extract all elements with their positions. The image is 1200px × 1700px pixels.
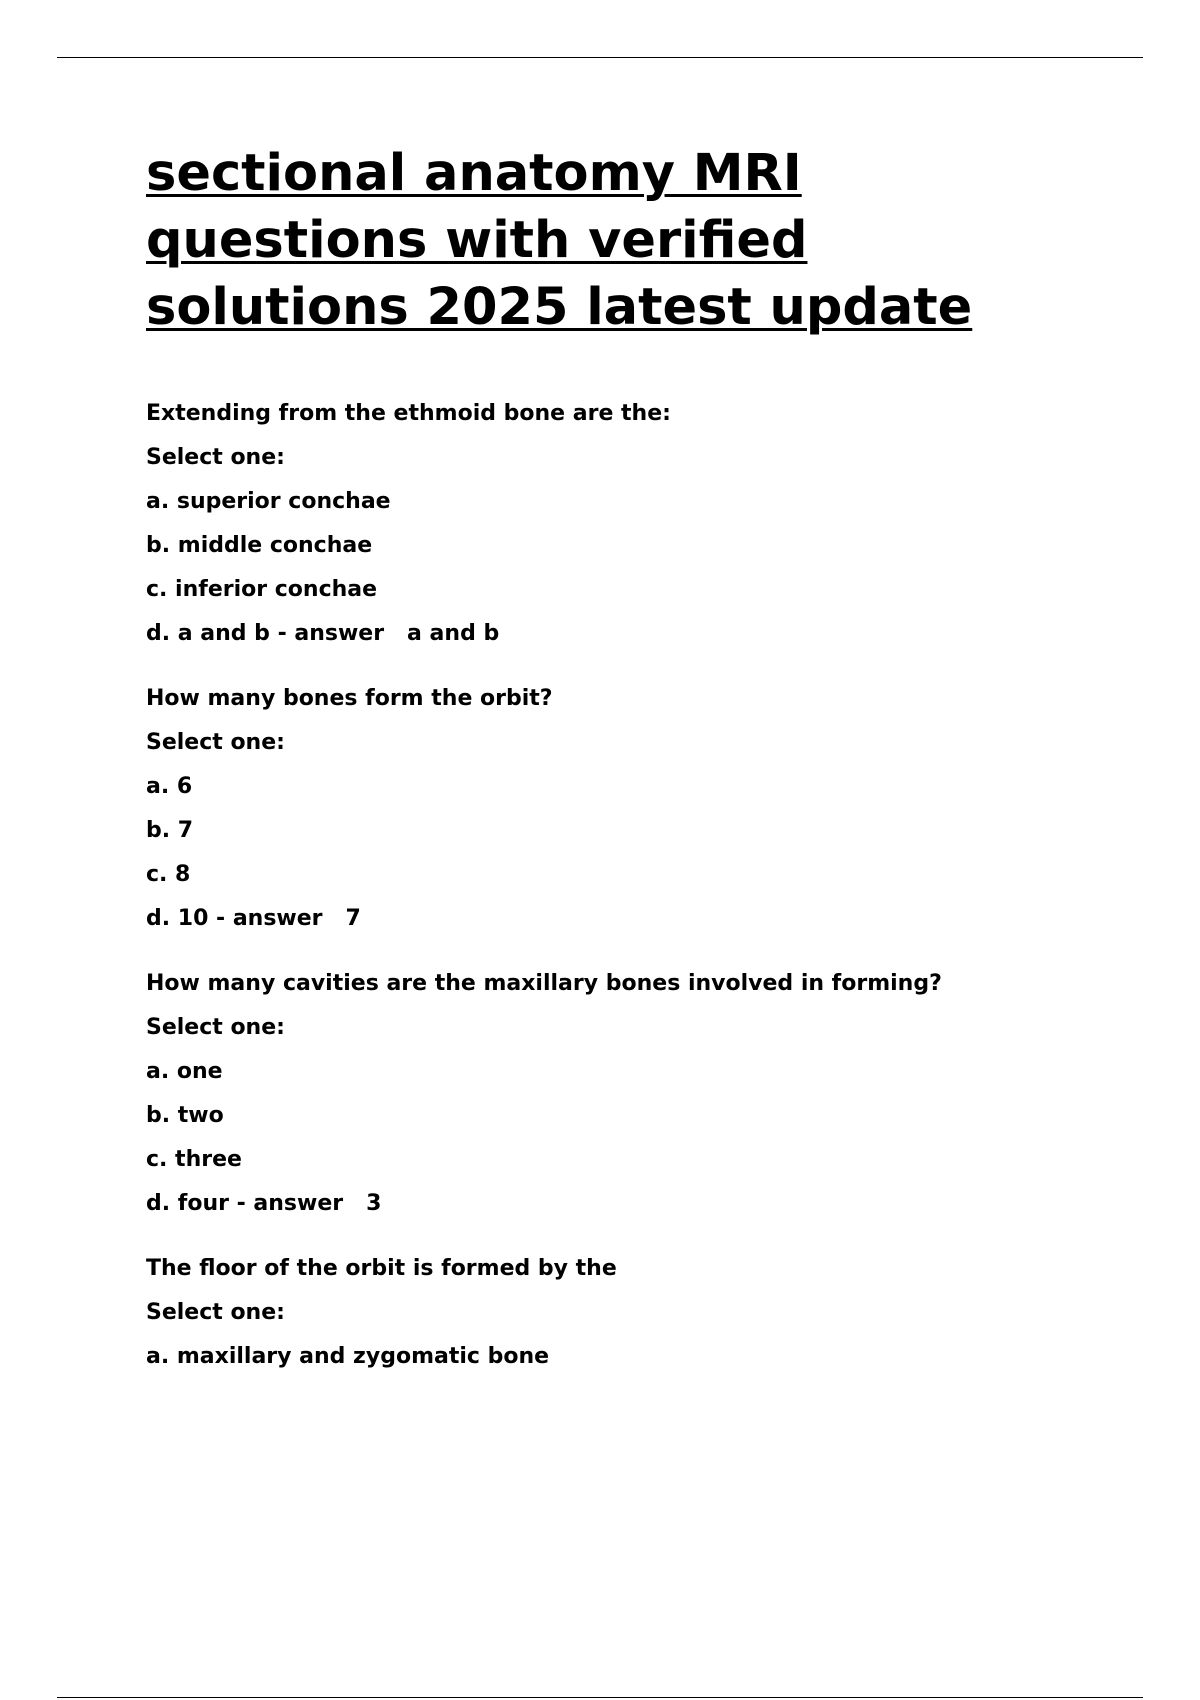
question-block (146, 973, 1106, 1215)
answer-option: a. superior conchae (146, 489, 391, 514)
answer-option: b. two (146, 1103, 224, 1128)
question-prompt: Extending from the ethmoid bone are the: (146, 401, 671, 426)
answer-option: c. three (146, 1147, 242, 1172)
answer-option: d. a and b - answer a and b (146, 621, 500, 646)
answer-option: c. 8 (146, 862, 191, 887)
document-title (146, 140, 1106, 341)
select-instruction: Select one: (146, 1015, 285, 1040)
answer-option: a. 6 (146, 774, 193, 799)
question-prompt: How many bones form the orbit? (146, 686, 553, 711)
top-divider (57, 57, 1143, 58)
title-line: questions with verified (146, 211, 808, 270)
select-instruction: Select one: (146, 445, 285, 470)
bottom-divider (57, 1697, 1143, 1698)
question-prompt: The floor of the orbit is formed by the (146, 1256, 617, 1281)
question-list (146, 403, 1106, 1368)
select-instruction: Select one: (146, 1300, 285, 1325)
question-block (146, 1258, 1106, 1368)
document-body (146, 140, 1106, 1411)
answer-option: b. 7 (146, 818, 194, 843)
title-line: solutions 2025 latest update (146, 278, 973, 337)
answer-option: b. middle conchae (146, 533, 373, 558)
answer-option: d. four - answer 3 (146, 1191, 382, 1216)
select-instruction: Select one: (146, 730, 285, 755)
answer-option: a. maxillary and zygomatic bone (146, 1344, 550, 1369)
question-block (146, 403, 1106, 645)
question-prompt: How many cavities are the maxillary bones involved in forming? (146, 971, 942, 996)
answer-option: d. 10 - answer 7 (146, 906, 361, 931)
answer-option: c. inferior conchae (146, 577, 378, 602)
question-block (146, 688, 1106, 930)
title-line: sectional anatomy MRI (146, 144, 802, 203)
answer-option: a. one (146, 1059, 223, 1084)
